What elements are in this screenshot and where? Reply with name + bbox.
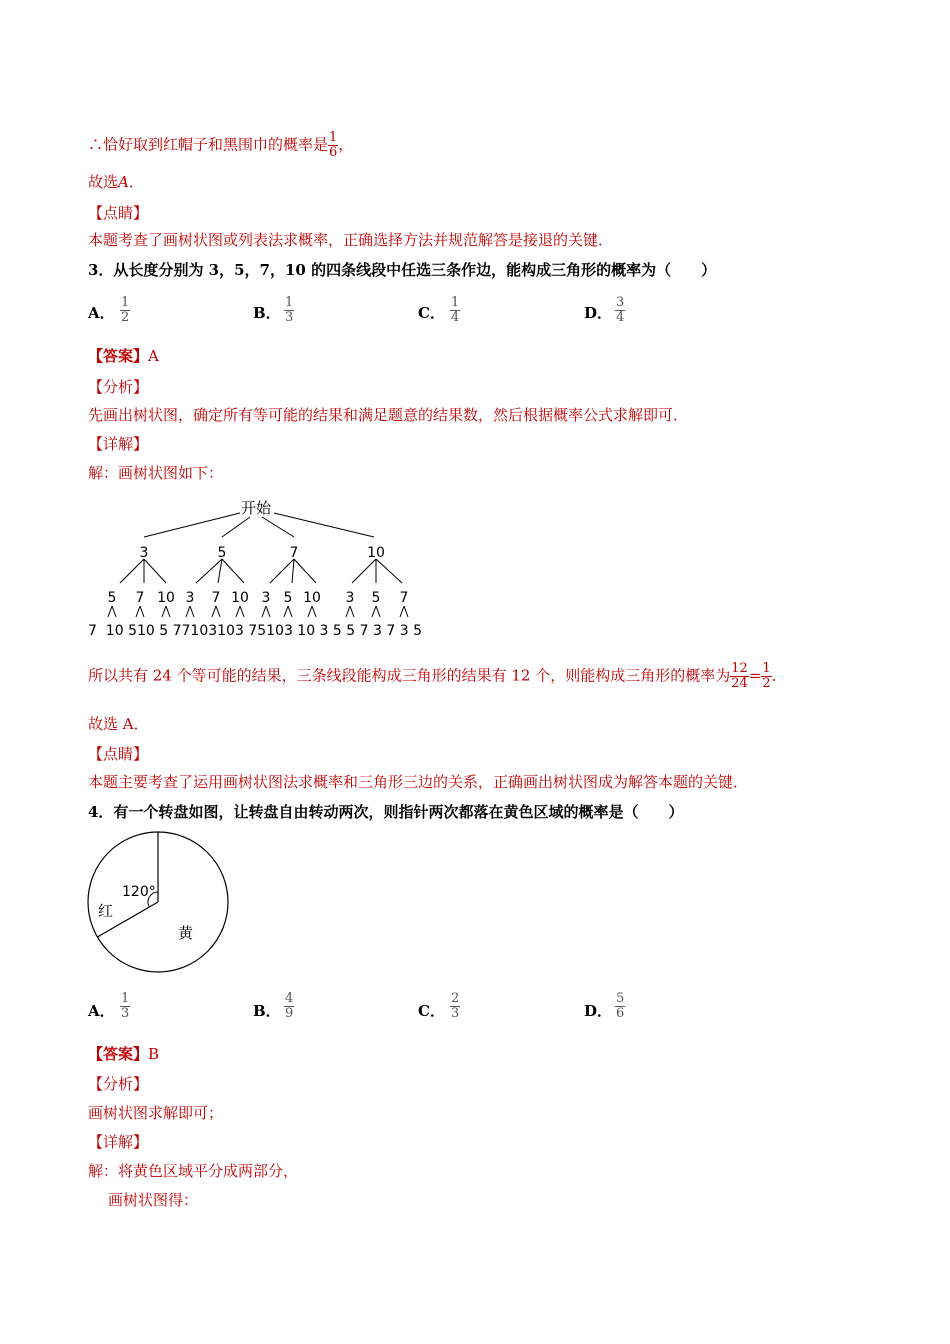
tree-root-label: 开始 [240,499,272,517]
prev-conclusion-text: ∴恰好取到红帽子和黑围巾的概率是 [88,135,329,154]
q4-stem: 4．有一个转盘如图，让转盘自由转动两次，则指针两次都落在黄色区域的概率是（ ） [88,803,684,821]
spinner-angle-label: 120° [122,884,156,900]
q4-detail-line1: 解：将黄色区域平分成两部分， [88,1162,299,1180]
prev-choice-letter: A [118,173,129,191]
q3-result-frac2: $\frac{1}{2}$ [762,661,771,691]
tree-l2-3-2: 7 [399,590,409,606]
q4-option-d[interactable]: D． [584,1002,613,1020]
q3-detail-label: 【详解】 [88,435,149,453]
tree-l2-0-1: 7 [135,590,145,606]
q3-analysis-text: 先画出树状图，确定所有等可能的结果和满足题意的结果数，然后根据概率公式求解即可． [88,406,689,424]
q3-options: A． $\frac{1}{2}$ B． $\frac{1}{3}$ C． $\frac{1}{4}$ D． $\frac{3}{4}$ [88,295,625,325]
q3-result-frac1: $\frac{12}{24}$ [731,661,748,691]
q3-tree-diagram [80,495,440,645]
prev-conclusion-fraction: $\frac{1}{6}$ [329,130,338,160]
spinner-yellow-label: 黄 [178,924,194,942]
q4-detail-line2: 画树状图得： [108,1191,199,1209]
tree-l2-2-0: 3 [261,590,271,606]
tree-l2-1-2: 10 [231,590,249,606]
q4-options: A． $\frac{1}{3}$ B． $\frac{4}{9}$ C． $\frac{2}{3}$ D． $\frac{5}{6}$ [88,991,625,1021]
q3-option-d[interactable]: D． [584,304,613,322]
tree-l2-2-2: 10 [303,590,321,606]
tree-l3-row: 7 10 510 5 77103103 75103 10 3 5 5 7 3 7 3 5 [88,623,422,639]
q4-answer: 【答案】B [88,1045,160,1063]
tree-l2-1-1: 7 [211,590,221,606]
tree-l2-1-0: 3 [185,590,195,606]
q3-option-b[interactable]: B． [253,304,281,322]
q3-analysis-label: 【分析】 [88,378,149,396]
q3-dianjing-text: 本题主要考查了运用画树状图法求概率和三角形三边的关系，正确画出树状图成为解答本题的关键． [88,773,749,791]
tree-l1-2: 7 [289,545,299,561]
q3-option-a[interactable]: A． [88,304,115,322]
q4-option-c[interactable]: C． [418,1002,445,1020]
q4-detail-label: 【详解】 [88,1133,149,1151]
q4-option-a[interactable]: A． [88,1002,115,1020]
tree-l2-3-1: 5 [371,590,381,606]
q3-detail-intro: 解：画树状图如下： [88,464,224,482]
tree-l1-0: 3 [139,545,149,561]
q3-result-line: 所以共有 24 个等可能的结果，三条线段能构成三角形的结果有 12 个，则能构成三角形的概率为 $\frac{12}{24}$ = $\frac{1}{2}$ ． [88,661,787,691]
q4-analysis-text: 画树状图求解即可； [88,1104,224,1122]
q3-dianjing-label: 【点睛】 [88,745,149,763]
prev-conclusion-line: ∴恰好取到红帽子和黑围巾的概率是 $\frac{1}{6}$ ， [88,130,354,160]
tree-l2-2-1: 5 [283,590,293,606]
tree-l2-3-0: 3 [345,590,355,606]
q4-option-b[interactable]: B． [253,1002,281,1020]
tree-l2-0-0: 5 [107,590,117,606]
prev-dianjing-text: 本题考查了画树状图或列表法求概率，正确选择方法并规范解答是接退的关键． [88,231,614,249]
tree-l1-1: 5 [217,545,227,561]
tree-l2-0-2: 10 [157,590,175,606]
q4-analysis-label: 【分析】 [88,1075,149,1093]
tree-l1-3: 10 [367,545,385,561]
q3-result-text: 所以共有 24 个等可能的结果，三条线段能构成三角形的结果有 12 个，则能构成三角形的概率为 [88,666,731,685]
q3-answer: 【答案】A [88,347,159,365]
q3-option-c[interactable]: C． [418,304,445,322]
q3-stem: 3．从长度分别为 3，5，7，10 的四条线段中任选三条作边，能构成三角形的概率为（ ） [88,261,717,279]
spinner-red-label: 红 [98,902,114,920]
q4-spinner-diagram [86,830,236,978]
prev-dianjing-label: 【点睛】 [88,204,149,222]
prev-choice-line: 故选A． [88,173,144,191]
q3-choice: 故选 A． [88,715,149,733]
